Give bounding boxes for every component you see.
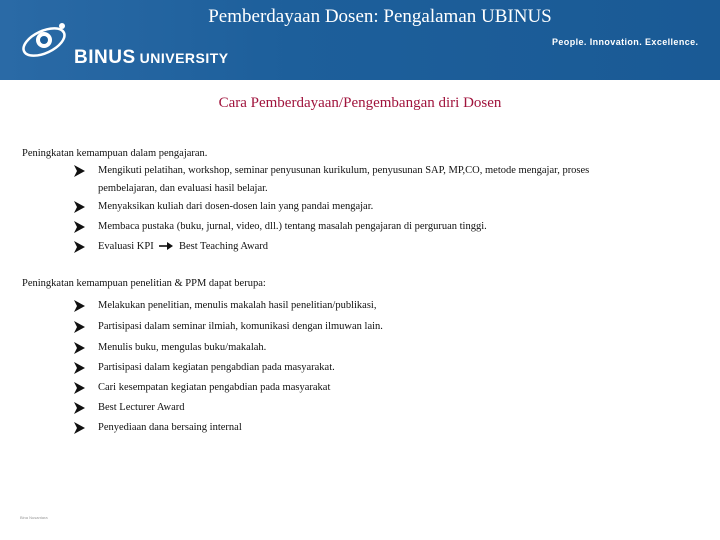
list-item-text: Cari kesempatan kegiatan pengabdian pada masyarakat: [98, 382, 331, 393]
header-banner: [0, 0, 720, 80]
award-text: Best Teaching Award: [178, 241, 269, 252]
slide-title: Pemberdayaan Dosen: Pengalaman UBINUS: [208, 6, 552, 27]
list-item-text: Partisipasi dalam seminar ilmiah, komunikasi dengan ilmuwan lain.: [98, 321, 383, 332]
arrow-bullet-icon: [72, 421, 86, 435]
section-subtitle: Cara Pemberdayaan/Pengembangan diri Dosen: [218, 95, 502, 111]
arrow-bullet-icon: [72, 240, 86, 254]
list-item-text: Penyediaan dana bersaing internal: [98, 422, 242, 433]
arrow-bullet-icon: [72, 320, 86, 334]
arrow-bullet-icon: [72, 299, 86, 313]
logo-university: UNIVERSITY: [139, 50, 229, 66]
list-item-text: Best Lecturer Award: [98, 402, 185, 413]
logo-wordmark: [74, 47, 229, 69]
arrow-bullet-icon: [72, 220, 86, 234]
logo-binus: BINUS: [74, 47, 136, 68]
list-item-text: Melakukan penelitian, menulis makalah hasil penelitian/publikasi,: [98, 300, 377, 311]
list-item-text: Membaca pustaka (buku, jurnal, video, dll.) tentang masalah pengajaran di perguruan tinggi.: [98, 221, 487, 232]
tagline: People. Innovation. Excellence.: [552, 37, 699, 47]
list-item-text: Partisipasi dalam kegiatan pengabdian pada masyarakat.: [98, 362, 335, 373]
list-item-text-continued: pembelajaran, dan evaluasi hasil belajar.: [98, 183, 268, 194]
section1-intro: Peningkatan kemampuan dalam pengajaran.: [22, 148, 208, 159]
arrow-bullet-icon: [72, 401, 86, 415]
arrow-bullet-icon: [72, 341, 86, 355]
list-item-text: Evaluasi KPI: [98, 241, 154, 252]
arrow-bullet-icon: [72, 164, 86, 178]
footer-text: Bina Nusantara: [20, 515, 48, 520]
arrow-bullet-icon: [72, 200, 86, 214]
right-arrow-icon: [158, 241, 174, 251]
list-item-text: Menyaksikan kuliah dari dosen-dosen lain yang pandai mengajar.: [98, 201, 374, 212]
binus-logo-icon: [14, 12, 74, 62]
list-item-text: Menulis buku, mengulas buku/makalah.: [98, 342, 267, 353]
arrow-bullet-icon: [72, 381, 86, 395]
section2-intro: Peningkatan kemampuan penelitian & PPM dapat berupa:: [22, 278, 266, 289]
arrow-bullet-icon: [72, 361, 86, 375]
list-item-text: Mengikuti pelatihan, workshop, seminar penyusunan kurikulum, penyusunan SAP, MP,CO, metode mengajar, proses: [98, 165, 590, 176]
